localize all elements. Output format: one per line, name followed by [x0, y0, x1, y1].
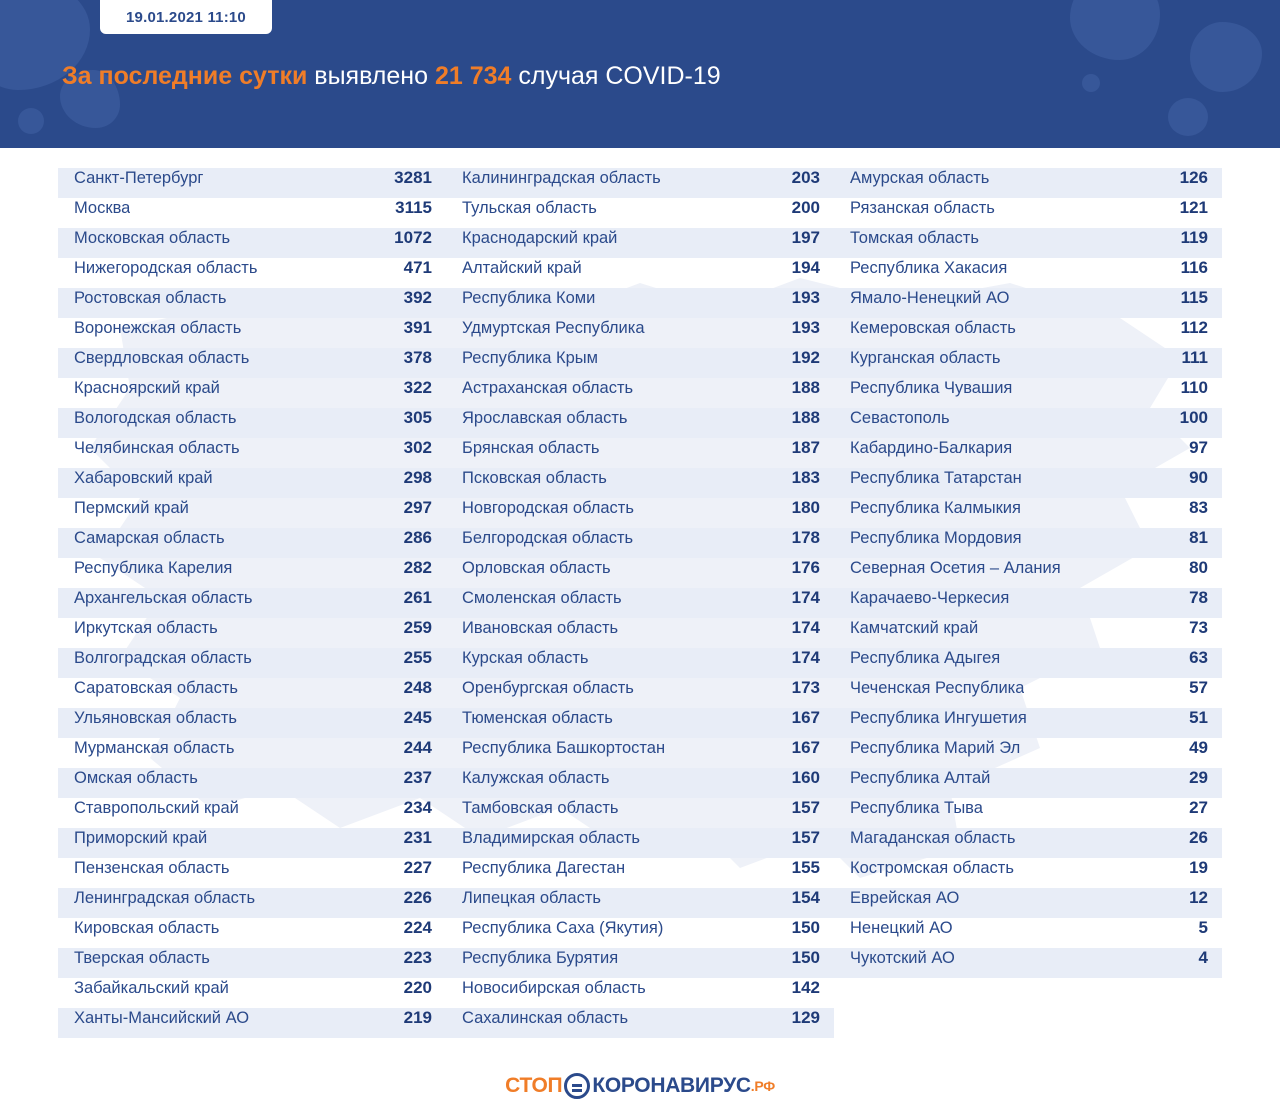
virus-blob-icon — [1190, 22, 1262, 92]
region-name: Астраханская область — [462, 379, 634, 397]
region-name: Курская область — [462, 649, 589, 667]
region-name: Ярославская область — [462, 409, 628, 427]
table-row[interactable] — [58, 798, 446, 828]
table-row[interactable] — [58, 498, 446, 528]
table-row[interactable] — [446, 888, 834, 918]
region-name: Белгородская область — [462, 529, 634, 547]
table-row[interactable] — [446, 258, 834, 288]
region-name: Республика Мордовия — [850, 529, 1022, 547]
virus-icon — [564, 1073, 590, 1099]
headline-mid: выявлено — [307, 62, 435, 90]
region-value: 83 — [1189, 498, 1208, 517]
region-value: 176 — [791, 558, 820, 577]
table-row[interactable] — [58, 1008, 446, 1038]
region-value: 4 — [1198, 948, 1208, 967]
virus-blob-icon — [1168, 98, 1208, 136]
region-value: 174 — [791, 588, 820, 607]
region-value: 111 — [1181, 348, 1208, 367]
region-name: Кемеровская область — [850, 319, 1016, 337]
region-value: 197 — [791, 228, 820, 247]
table-row[interactable] — [834, 828, 1222, 858]
region-value: 116 — [1180, 258, 1208, 277]
region-name: Республика Тыва — [850, 799, 983, 817]
region-name: Удмуртская Республика — [462, 319, 645, 337]
headline-tail: случая COVID-19 — [511, 62, 721, 90]
region-value: 193 — [791, 288, 820, 307]
region-value: 3281 — [394, 168, 432, 187]
region-name: Новгородская область — [462, 499, 634, 517]
region-value: 5 — [1198, 918, 1208, 937]
table-row[interactable] — [446, 1008, 834, 1038]
table-column-3 — [834, 168, 1222, 1038]
table-row[interactable] — [834, 858, 1222, 888]
table-row[interactable] — [834, 558, 1222, 588]
region-name: Нижегородская область — [74, 259, 258, 277]
region-name: Москва — [74, 199, 131, 217]
region-value: 471 — [403, 258, 432, 277]
region-value: 73 — [1189, 618, 1208, 637]
virus-blob-icon — [1082, 74, 1100, 92]
region-value: 180 — [791, 498, 820, 517]
region-value: 244 — [403, 738, 432, 757]
region-name: Псковская область — [462, 469, 607, 487]
region-name: Республика Чувашия — [850, 379, 1013, 397]
page-title — [62, 62, 721, 91]
region-value: 188 — [791, 378, 820, 397]
region-name: Республика Калмыкия — [850, 499, 1021, 517]
region-value: 150 — [791, 948, 820, 967]
region-value: 194 — [791, 258, 820, 277]
table-column-2 — [446, 168, 834, 1038]
table-row[interactable] — [58, 258, 446, 288]
table-row[interactable] — [446, 468, 834, 498]
table-row[interactable] — [834, 708, 1222, 738]
region-name: Республика Адыгея — [850, 649, 1001, 667]
table-row[interactable] — [834, 258, 1222, 288]
region-name: Кабардино-Балкария — [850, 439, 1013, 457]
region-value: 167 — [791, 708, 820, 727]
region-value: 57 — [1189, 678, 1208, 697]
table-row[interactable] — [834, 228, 1222, 258]
region-name: Ненецкий АО — [850, 919, 953, 937]
region-value: 19 — [1189, 858, 1208, 877]
region-value: 157 — [791, 798, 820, 817]
table-row[interactable] — [834, 408, 1222, 438]
region-name: Ивановская область — [462, 619, 619, 637]
region-value: 231 — [403, 828, 432, 847]
region-value: 286 — [403, 528, 432, 547]
region-value: 100 — [1179, 408, 1208, 427]
virus-blob-icon — [18, 108, 44, 134]
region-name: Иркутская область — [74, 619, 218, 637]
footer-logo[interactable] — [0, 1073, 1280, 1099]
table-row[interactable] — [446, 648, 834, 678]
region-name: Калининградская область — [462, 169, 661, 187]
region-name: Республика Хакасия — [850, 259, 1008, 277]
region-name: Республика Крым — [462, 349, 598, 367]
region-value: 121 — [1179, 198, 1208, 217]
region-value: 115 — [1180, 288, 1208, 307]
headline-accent: За последние сутки — [62, 62, 308, 90]
region-name: Ульяновская область — [74, 709, 238, 727]
table-row[interactable] — [58, 858, 446, 888]
region-value: 3115 — [395, 198, 432, 217]
region-name: Орловская область — [462, 559, 611, 577]
table-row[interactable] — [58, 768, 446, 798]
region-name: Владимирская область — [462, 829, 641, 847]
table-row[interactable] — [58, 168, 446, 198]
region-value: 119 — [1180, 228, 1208, 247]
region-value: 157 — [791, 828, 820, 847]
table-row[interactable] — [834, 888, 1222, 918]
region-value: 378 — [403, 348, 432, 367]
table-row[interactable] — [58, 378, 446, 408]
table-row[interactable] — [446, 558, 834, 588]
region-name: Челябинская область — [74, 439, 240, 457]
table-row[interactable] — [58, 678, 446, 708]
region-name: Тверская область — [74, 949, 210, 967]
region-name: Оренбургская область — [462, 679, 634, 697]
region-name: Чукотский АО — [850, 949, 955, 967]
table-row[interactable] — [58, 948, 446, 978]
region-name: Магаданская область — [850, 829, 1016, 847]
table-row[interactable] — [446, 228, 834, 258]
region-name: Курганская область — [850, 349, 1001, 367]
table-row[interactable] — [58, 318, 446, 348]
region-name: Самарская область — [74, 529, 225, 547]
region-name: Хабаровский край — [74, 469, 213, 487]
table-row[interactable] — [446, 828, 834, 858]
table-column-1 — [58, 168, 446, 1038]
table-row[interactable] — [834, 528, 1222, 558]
region-value: 224 — [403, 918, 432, 937]
region-name: Калужская область — [462, 769, 610, 787]
virus-blob-icon — [1070, 0, 1160, 60]
table-row[interactable] — [446, 198, 834, 228]
table-row[interactable] — [834, 198, 1222, 228]
table-row[interactable] — [58, 468, 446, 498]
logo-korona-text: КОРОНАВИРУС — [592, 1074, 751, 1097]
region-name: Саратовская область — [74, 679, 239, 697]
region-value: 173 — [791, 678, 820, 697]
table-row[interactable] — [58, 408, 446, 438]
region-value: 183 — [791, 468, 820, 487]
region-value: 126 — [1179, 168, 1208, 187]
region-name: Забайкальский край — [74, 979, 229, 997]
region-name: Омская область — [74, 769, 198, 787]
table-row[interactable] — [446, 678, 834, 708]
region-value: 112 — [1180, 318, 1208, 337]
region-value: 259 — [403, 618, 432, 637]
region-name: Свердловская область — [74, 349, 250, 367]
region-name: Костромская область — [850, 859, 1014, 877]
region-value: 110 — [1180, 378, 1208, 397]
region-value: 174 — [791, 648, 820, 667]
region-value: 248 — [403, 678, 432, 697]
region-name: Ставропольский край — [74, 799, 239, 817]
table-row[interactable] — [446, 288, 834, 318]
region-value: 305 — [403, 408, 432, 427]
region-value: 154 — [791, 888, 820, 907]
table-row[interactable] — [446, 798, 834, 828]
table-row[interactable] — [58, 288, 446, 318]
table-row[interactable] — [58, 528, 446, 558]
region-name: Смоленская область — [462, 589, 622, 607]
region-value: 51 — [1189, 708, 1208, 727]
table-columns — [0, 168, 1280, 1038]
region-value: 188 — [791, 408, 820, 427]
region-value: 81 — [1189, 528, 1208, 547]
table-row[interactable] — [58, 828, 446, 858]
region-value: 245 — [403, 708, 432, 727]
region-value: 227 — [403, 858, 432, 877]
table-row[interactable] — [834, 768, 1222, 798]
region-name: Тульская область — [462, 199, 597, 217]
table-row[interactable] — [446, 768, 834, 798]
region-value: 298 — [403, 468, 432, 487]
table-row[interactable] — [834, 438, 1222, 468]
logo-rf-text: .РФ — [750, 1078, 775, 1094]
table-row[interactable] — [446, 948, 834, 978]
table-row[interactable] — [834, 618, 1222, 648]
table-row[interactable] — [834, 168, 1222, 198]
table-row[interactable] — [446, 408, 834, 438]
region-value: 12 — [1189, 888, 1208, 907]
table-row[interactable] — [446, 858, 834, 888]
region-value: 391 — [403, 318, 432, 337]
region-name: Мурманская область — [74, 739, 235, 757]
table-row[interactable] — [834, 798, 1222, 828]
region-value: 63 — [1189, 648, 1208, 667]
region-value: 1072 — [394, 228, 432, 247]
region-name: Ростовская область — [74, 289, 227, 307]
table-row[interactable] — [58, 588, 446, 618]
table-row[interactable] — [58, 228, 446, 258]
region-name: Липецкая область — [462, 889, 601, 907]
table-row[interactable] — [58, 918, 446, 948]
region-value: 200 — [791, 198, 820, 217]
table-row[interactable] — [446, 618, 834, 648]
region-value: 226 — [403, 888, 432, 907]
region-name: Республика Марий Эл — [850, 739, 1021, 757]
region-value: 282 — [403, 558, 432, 577]
table-row[interactable] — [834, 948, 1222, 978]
region-value: 178 — [791, 528, 820, 547]
region-value: 219 — [403, 1008, 432, 1027]
region-value: 167 — [791, 738, 820, 757]
region-value: 150 — [791, 918, 820, 937]
region-name: Республика Башкортостан — [462, 739, 666, 757]
region-value: 90 — [1189, 468, 1208, 487]
region-name: Республика Татарстан — [850, 469, 1022, 487]
table-row[interactable] — [834, 918, 1222, 948]
region-value: 142 — [791, 978, 820, 997]
date-badge: 19.01.2021 11:10 — [100, 0, 272, 34]
region-value: 255 — [403, 648, 432, 667]
table-row[interactable] — [446, 528, 834, 558]
region-name: Ямало-Ненецкий АО — [850, 289, 1010, 307]
region-value: 26 — [1189, 828, 1208, 847]
region-name: Пензенская область — [74, 859, 230, 877]
region-name: Севастополь — [850, 409, 950, 427]
table-row[interactable] — [446, 978, 834, 1008]
region-name: Республика Бурятия — [462, 949, 619, 967]
region-name: Чеченская Республика — [850, 679, 1025, 697]
region-name: Новосибирская область — [462, 979, 646, 997]
region-name: Воронежская область — [74, 319, 242, 337]
region-value: 129 — [791, 1008, 820, 1027]
region-name: Алтайский край — [462, 259, 582, 277]
table-row[interactable] — [58, 618, 446, 648]
logo-stop-text: СТОП — [505, 1074, 563, 1097]
region-name: Тамбовская область — [462, 799, 619, 817]
region-name: Карачаево-Черкесия — [850, 589, 1010, 607]
table-row[interactable] — [834, 288, 1222, 318]
region-name: Республика Ингушетия — [850, 709, 1027, 727]
table-row[interactable] — [58, 708, 446, 738]
region-value: 193 — [791, 318, 820, 337]
region-name: Санкт-Петербург — [74, 169, 204, 187]
table-row[interactable] — [446, 588, 834, 618]
table-row[interactable] — [446, 168, 834, 198]
stopkoronavirus-logo[interactable] — [505, 1073, 775, 1099]
table-row[interactable] — [446, 318, 834, 348]
table-row[interactable] — [446, 708, 834, 738]
table-row[interactable] — [446, 348, 834, 378]
region-name: Томская область — [850, 229, 979, 247]
table-row[interactable] — [446, 438, 834, 468]
region-value: 155 — [791, 858, 820, 877]
region-value: 187 — [791, 438, 820, 457]
region-name: Приморский край — [74, 829, 208, 847]
region-name: Красноярский край — [74, 379, 220, 397]
table-row[interactable] — [58, 558, 446, 588]
region-value: 234 — [403, 798, 432, 817]
region-name: Брянская область — [462, 439, 600, 457]
region-name: Тюменская область — [462, 709, 613, 727]
region-name: Ленинградская область — [74, 889, 256, 907]
table-row[interactable] — [58, 198, 446, 228]
table-row[interactable] — [58, 348, 446, 378]
regions-table — [0, 148, 1280, 1038]
region-value: 322 — [403, 378, 432, 397]
table-row[interactable] — [834, 588, 1222, 618]
region-value: 203 — [791, 168, 820, 187]
region-value: 220 — [403, 978, 432, 997]
region-name: Архангельская область — [74, 589, 253, 607]
table-row[interactable] — [834, 318, 1222, 348]
region-name: Северная Осетия – Алания — [850, 559, 1061, 577]
region-name: Краснодарский край — [462, 229, 618, 247]
table-row[interactable] — [58, 438, 446, 468]
table-row[interactable] — [834, 348, 1222, 378]
region-name: Республика Дагестан — [462, 859, 626, 877]
region-name: Пермский край — [74, 499, 189, 517]
table-row[interactable] — [58, 978, 446, 1008]
table-row[interactable] — [446, 918, 834, 948]
region-name: Кировская область — [74, 919, 220, 937]
region-value: 392 — [403, 288, 432, 307]
table-row[interactable] — [834, 678, 1222, 708]
table-row[interactable] — [58, 888, 446, 918]
table-row[interactable] — [834, 468, 1222, 498]
table-row[interactable] — [446, 738, 834, 768]
table-row[interactable] — [446, 498, 834, 528]
table-row[interactable] — [834, 498, 1222, 528]
region-name: Сахалинская область — [462, 1009, 629, 1027]
region-name: Вологодская область — [74, 409, 237, 427]
region-name: Московская область — [74, 229, 231, 247]
table-row[interactable] — [834, 648, 1222, 678]
table-row[interactable] — [834, 738, 1222, 768]
region-value: 237 — [403, 768, 432, 787]
table-row[interactable] — [58, 738, 446, 768]
region-name: Волгоградская область — [74, 649, 252, 667]
table-row[interactable] — [446, 378, 834, 408]
region-value: 302 — [403, 438, 432, 457]
region-name: Камчатский край — [850, 619, 979, 637]
region-value: 80 — [1189, 558, 1208, 577]
region-value: 160 — [791, 768, 820, 787]
region-value: 49 — [1189, 738, 1208, 757]
region-value: 29 — [1189, 768, 1208, 787]
region-value: 174 — [791, 618, 820, 637]
region-value: 223 — [403, 948, 432, 967]
region-value: 297 — [403, 498, 432, 517]
region-name: Республика Саха (Якутия) — [462, 919, 664, 937]
region-name: Еврейская АО — [850, 889, 960, 907]
region-value: 261 — [403, 588, 432, 607]
region-value: 78 — [1189, 588, 1208, 607]
region-value: 97 — [1189, 438, 1208, 457]
region-name: Республика Коми — [462, 289, 596, 307]
region-name: Ханты-Мансийский АО — [74, 1009, 250, 1027]
headline-number: 21 734 — [434, 62, 512, 90]
region-value: 192 — [791, 348, 820, 367]
region-name: Республика Карелия — [74, 559, 233, 577]
region-name: Республика Алтай — [850, 769, 991, 787]
page-header — [0, 0, 1280, 148]
table-row[interactable] — [58, 648, 446, 678]
table-row[interactable] — [834, 378, 1222, 408]
region-name: Амурская область — [850, 169, 990, 187]
region-value: 27 — [1189, 798, 1208, 817]
region-name: Рязанская область — [850, 199, 995, 217]
